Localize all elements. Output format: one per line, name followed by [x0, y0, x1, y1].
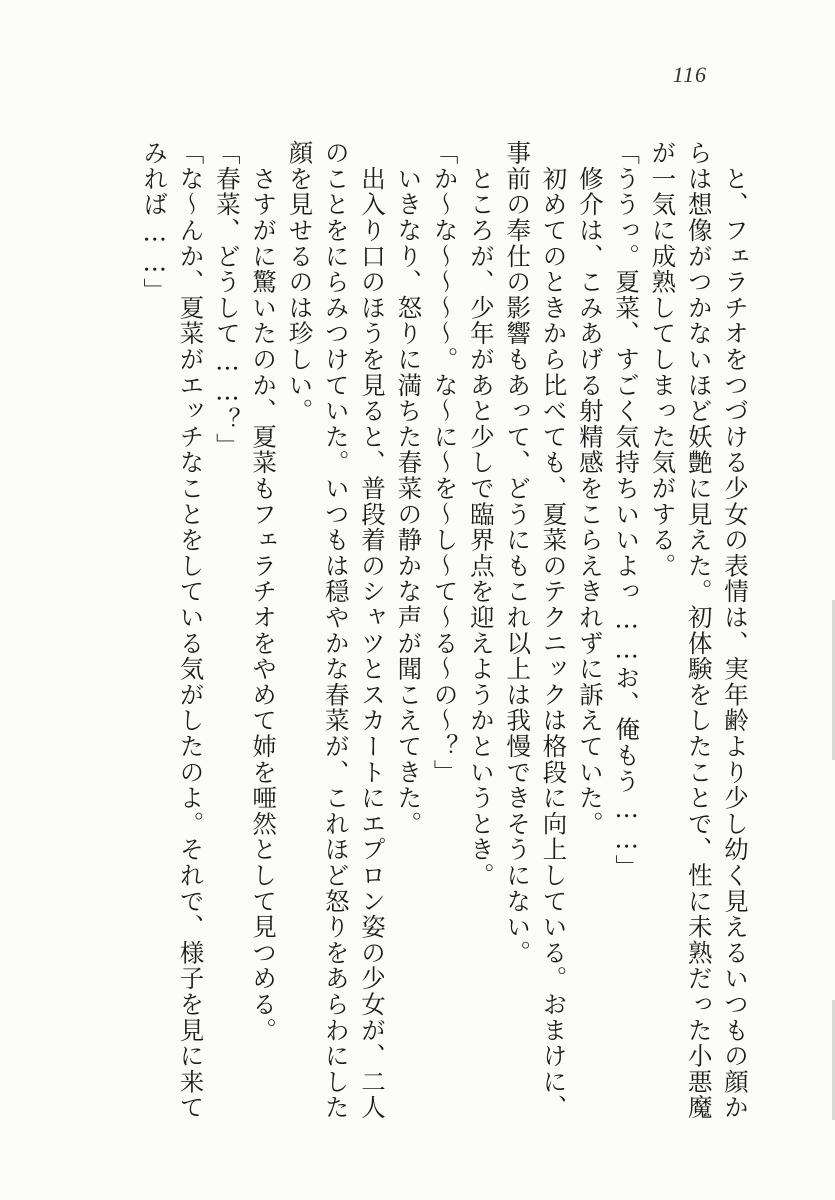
text-line: いきなり、怒りに満ちた春菜の静かな声が聞こえてきた。 — [394, 140, 424, 837]
text-line: ところが、少年があと少しで臨界点を迎えようかというとき。 — [466, 140, 496, 889]
text-line: らは想像がつかないほど妖艶に見えた。初体験をしたことで、性に未熟だった小悪魔 — [684, 140, 714, 1121]
text-line: 顔を見せるのは珍しい。 — [285, 140, 315, 424]
text-line: 「ううっ。夏菜、すごく気持ちいいよっ……お、俺もう……」 — [612, 140, 642, 881]
text-line: みれば……」 — [140, 140, 170, 304]
text-line: が一気に成熟してしまった気がする。 — [648, 140, 678, 579]
text-line: 「か〜な〜〜〜〜。な〜に〜を〜し〜て〜る〜の〜？」 — [430, 140, 460, 785]
text-line: さすがに驚いたのか、夏菜もフェラチオをやめて姉を唖然として見つめる。 — [249, 140, 279, 1043]
text-line: 事前の奉仕の影響もあって、どうにもこれ以上は我慢できそうにない。 — [503, 140, 533, 966]
text-line: 初めてのときから比べても、夏菜のテクニックは格段に向上している。おまけに、 — [539, 140, 569, 1121]
text-line: 修介は、こみあげる射精感をこらえきれずに訴えていた。 — [575, 140, 605, 837]
body-text — [63, 140, 753, 1150]
text-line: 出入り口のほうを見ると、普段着のシャツとスカートにエプロン姿の少女が、二人 — [358, 140, 388, 1121]
text-line: 「な〜んか、夏菜がエッチなことをしている気がしたのよ。それで、様子を見に来て — [176, 140, 206, 1121]
text-line: のことをにらみつけていた。いつもは穏やかな春菜が、これほど怒りをあらわにした — [321, 140, 351, 1121]
text-line: と、フェラチオをつづける少女の表情は、実年齢より少し幼く見えるいつもの顔か — [721, 140, 750, 1121]
page-number: 116 — [672, 62, 707, 87]
text-line: 「春菜、どうして……？」 — [212, 140, 242, 459]
